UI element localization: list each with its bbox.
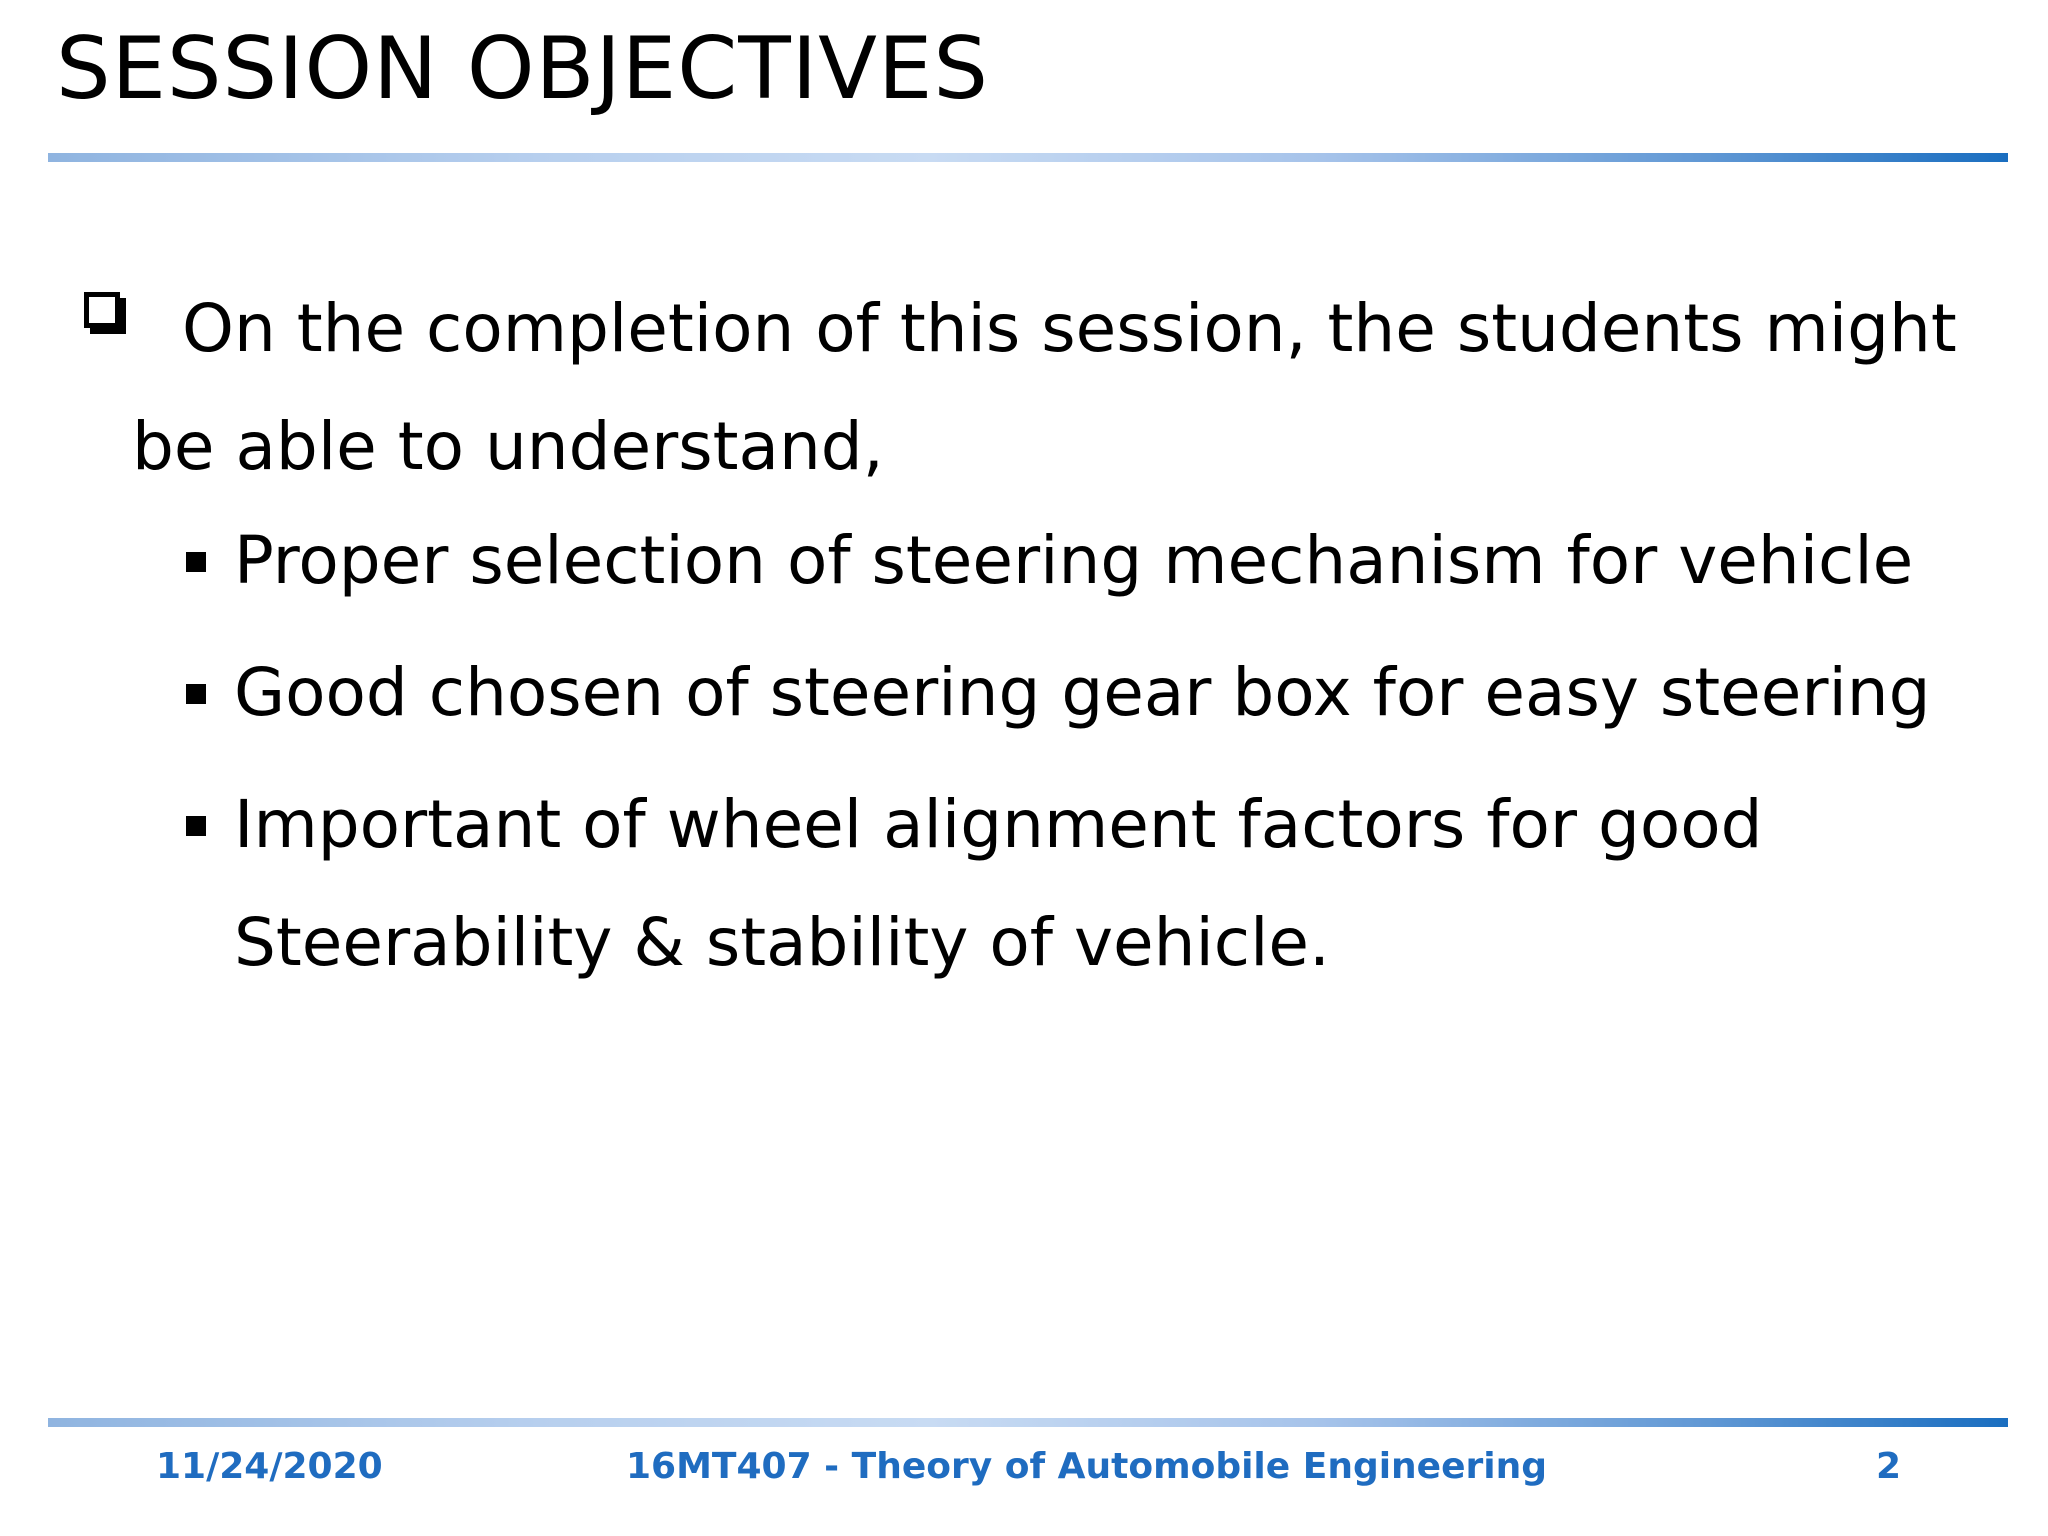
checkbox-bullet-icon: [84, 292, 120, 328]
footer-divider: [48, 1418, 2008, 1427]
objective-text: Proper selection of steering mechanism for vehicle: [234, 522, 1914, 599]
objective-text-line-2: Steerability & stability of vehicle.: [234, 904, 1330, 981]
page-number: 2: [1876, 1446, 1902, 1487]
objective-text-line-1: Important of wheel alignment factors for good: [234, 786, 1763, 863]
footer-date: 11/24/2020: [156, 1446, 383, 1487]
intro-line-1: On the completion of this session, the students might: [182, 290, 1957, 367]
objective-text: Good chosen of steering gear box for easy steering: [234, 654, 1931, 731]
square-bullet-icon: [186, 552, 206, 572]
square-bullet-icon: [186, 684, 206, 704]
slide-title: SESSION OBJECTIVES: [56, 19, 989, 119]
footer-course-title: 16MT407 - Theory of Automobile Engineering: [626, 1446, 1548, 1487]
intro-line-2: be able to understand,: [132, 408, 884, 485]
square-bullet-icon: [186, 816, 206, 836]
